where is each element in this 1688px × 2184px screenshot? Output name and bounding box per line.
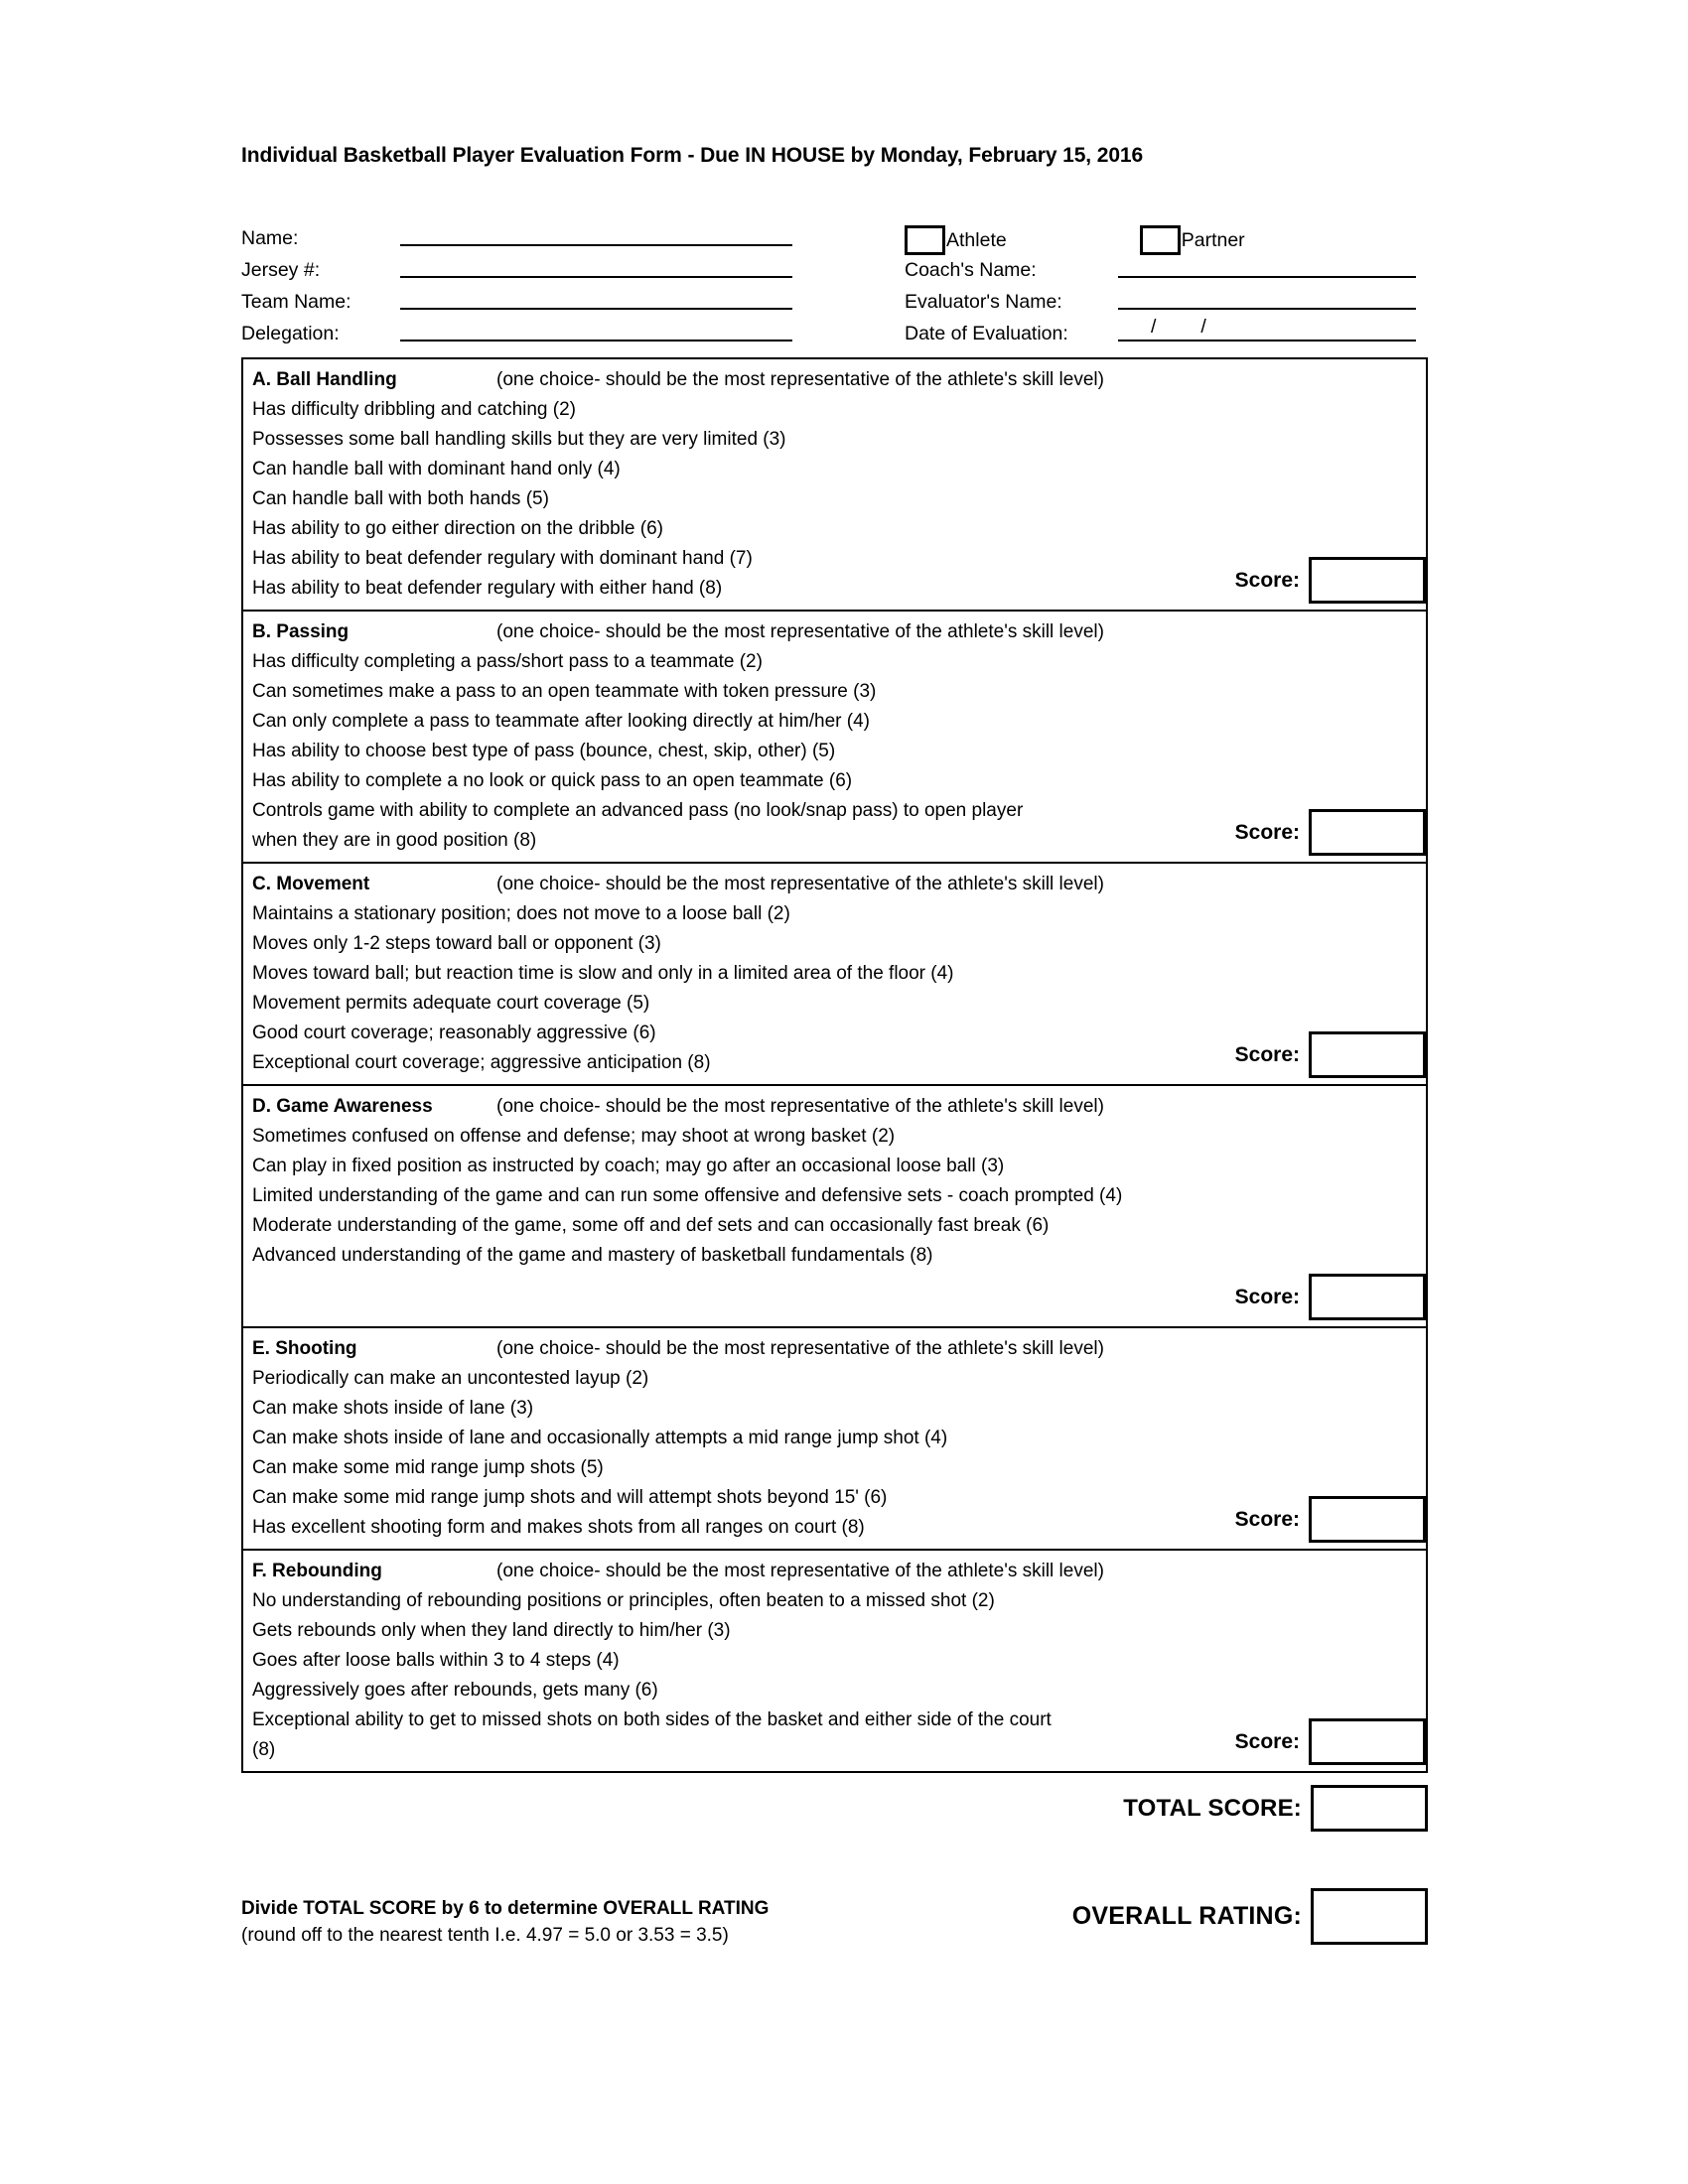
page-title: Individual Basketball Player Evaluation Form - Due IN HOUSE by Monday, February 15, 2016: [241, 144, 1144, 167]
section-a-option[interactable]: Has difficulty dribbling and catching (2): [252, 399, 576, 420]
overall-rating-box[interactable]: [1311, 1888, 1428, 1945]
section-e-option[interactable]: Can make some mid range jump shots and will attempt shots beyond 15' (6): [252, 1487, 888, 1508]
section-e-title: E. Shooting: [252, 1338, 357, 1359]
section-movement: [243, 864, 1426, 1086]
section-a-option[interactable]: Can handle ball with dominant hand only (4): [252, 459, 621, 479]
section-d-option[interactable]: Limited understanding of the game and can run some offensive and defensive sets - coach prompted (4): [252, 1185, 1123, 1206]
section-ball-handling: [243, 359, 1426, 612]
section-e-score-label: Score:: [1234, 1507, 1300, 1531]
overall-rating-label: OVERALL RATING:: [1071, 1902, 1302, 1930]
section-f-option[interactable]: Exceptional ability to get to missed shots on both sides of the basket and either side of the court (8): [252, 1709, 1052, 1760]
section-f-option[interactable]: Gets rebounds only when they land directly to him/her (3): [252, 1620, 731, 1641]
input-team-name[interactable]: [400, 308, 792, 310]
section-c-option[interactable]: Movement permits adequate court coverage (5): [252, 993, 650, 1014]
overall-rating-row: [241, 1880, 1428, 1989]
label-date-of-evaluation: Date of Evaluation:: [905, 323, 1068, 344]
section-b-option[interactable]: Has ability to complete a no look or quick pass to an open teammate (6): [252, 770, 853, 791]
section-f-title: F. Rebounding: [252, 1561, 382, 1581]
rating-instruction-line-2: (round off to the nearest tenth I.e. 4.97 = 5.0 or 3.53 = 3.5): [241, 1925, 729, 1946]
section-b-option[interactable]: Can sometimes make a pass to an open teammate with token pressure (3): [252, 681, 877, 702]
total-score-label: TOTAL SCORE:: [1123, 1794, 1302, 1822]
field-row-jersey: [241, 251, 792, 281]
section-d-option[interactable]: Moderate understanding of the game, some off and def sets and can occasionally fast break (6): [252, 1215, 1050, 1236]
section-d-option[interactable]: Can play in fixed position as instructed by coach; may go after an occasional loose ball (3): [252, 1156, 1005, 1176]
section-a-option[interactable]: Has ability to beat defender regulary with dominant hand (7): [252, 548, 753, 569]
date-separator-1: /: [1151, 316, 1157, 338]
total-score-box[interactable]: [1311, 1785, 1428, 1832]
section-b-option[interactable]: Can only complete a pass to teammate after looking directly at him/her (4): [252, 711, 871, 732]
section-c-option[interactable]: Good court coverage; reasonably aggressive (6): [252, 1023, 656, 1043]
section-d-score-box[interactable]: [1309, 1274, 1426, 1320]
section-e-note: (one choice- should be the most representative of the athlete's skill level): [496, 1338, 1104, 1359]
overall-rating-group: [1072, 1888, 1428, 1945]
section-d-option[interactable]: Sometimes confused on offense and defense; may shoot at wrong basket (2): [252, 1126, 896, 1147]
field-row-date-of-evaluation: [905, 315, 1416, 344]
section-d-note: (one choice- should be the most representative of the athlete's skill level): [496, 1096, 1104, 1117]
section-rebounding: [243, 1551, 1426, 1773]
input-date-of-evaluation[interactable]: [1118, 316, 1416, 341]
section-e-header: [252, 1334, 1426, 1364]
section-a-note: (one choice- should be the most representative of the athlete's skill level): [496, 369, 1104, 390]
section-f-score-label: Score:: [1234, 1729, 1300, 1753]
section-b-score-box[interactable]: [1309, 809, 1426, 856]
input-name[interactable]: [400, 244, 792, 246]
section-b-note: (one choice- should be the most representative of the athlete's skill level): [496, 621, 1104, 642]
section-a-option[interactable]: Possesses some ball handling skills but they are very limited (3): [252, 429, 786, 450]
field-row-team-name: [241, 283, 792, 313]
input-delegation[interactable]: [400, 340, 792, 341]
label-coach-name: Coach's Name:: [905, 259, 1037, 281]
section-a-header: [252, 365, 1426, 395]
section-passing: [243, 612, 1426, 864]
section-c-score-box[interactable]: [1309, 1031, 1426, 1078]
section-c-option[interactable]: Maintains a stationary position; does not move to a loose ball (2): [252, 903, 790, 924]
input-coach-name[interactable]: [1118, 276, 1416, 278]
section-e-option[interactable]: Periodically can make an uncontested layup (2): [252, 1368, 649, 1389]
section-b-option[interactable]: Controls game with ability to complete an advanced pass (no look/snap pass) to open player when they are in good position (8): [252, 800, 1024, 851]
total-score-row: [241, 1781, 1428, 1843]
section-c-option[interactable]: Moves only 1-2 steps toward ball or opponent (3): [252, 933, 661, 954]
section-b-title: B. Passing: [252, 621, 350, 642]
total-score-group: [1123, 1785, 1428, 1832]
rating-instruction-line-1: Divide TOTAL SCORE by 6 to determine OVERALL RATING: [241, 1898, 770, 1919]
section-d-header: [252, 1092, 1426, 1122]
label-evaluator-name: Evaluator's Name:: [905, 291, 1062, 313]
section-f-option[interactable]: Aggressively goes after rebounds, gets many (6): [252, 1680, 658, 1701]
field-row-name: [241, 219, 792, 249]
label-name: Name:: [241, 227, 299, 249]
section-a-option[interactable]: Has ability to go either direction on the dribble (6): [252, 518, 664, 539]
section-e-score-box[interactable]: [1309, 1496, 1426, 1543]
evaluation-sections: [241, 357, 1428, 1773]
section-e-option[interactable]: Can make shots inside of lane and occasionally attempts a mid range jump shot (4): [252, 1428, 948, 1448]
label-team-name: Team Name:: [241, 291, 352, 313]
label-delegation: Delegation:: [241, 323, 340, 344]
section-c-score-group: [1235, 1031, 1426, 1078]
input-evaluator-name[interactable]: [1118, 308, 1416, 310]
section-e-option[interactable]: Can make some mid range jump shots (5): [252, 1457, 604, 1478]
section-b-score-group: [1235, 809, 1426, 856]
form-sheet: [241, 144, 1428, 1989]
section-shooting: [243, 1328, 1426, 1551]
section-f-option[interactable]: Goes after loose balls within 3 to 4 steps (4): [252, 1650, 620, 1671]
section-c-option[interactable]: Moves toward ball; but reaction time is slow and only in a limited area of the floor (4): [252, 963, 954, 984]
section-f-score-box[interactable]: [1309, 1718, 1426, 1765]
section-b-option[interactable]: Has difficulty completing a pass/short pass to a teammate (2): [252, 651, 763, 672]
section-e-option[interactable]: Can make shots inside of lane (3): [252, 1398, 534, 1419]
section-b-score-label: Score:: [1234, 820, 1300, 844]
section-a-score-label: Score:: [1234, 568, 1300, 592]
section-b-option[interactable]: Has ability to choose best type of pass (bounce, chest, skip, other) (5): [252, 741, 836, 761]
section-e-score-group: [1235, 1496, 1426, 1543]
section-a-score-box[interactable]: [1309, 557, 1426, 604]
section-f-option[interactable]: No understanding of rebounding positions or principles, often beaten to a missed shot (2): [252, 1590, 995, 1611]
date-separator-2: /: [1200, 316, 1206, 338]
field-row-coach-name: [905, 251, 1416, 281]
rating-instructions: [241, 1896, 769, 1950]
section-c-title: C. Movement: [252, 874, 370, 894]
section-e-option[interactable]: Has excellent shooting form and makes shots from all ranges on court (8): [252, 1517, 865, 1538]
section-c-score-label: Score:: [1234, 1042, 1300, 1066]
section-f-note: (one choice- should be the most representative of the athlete's skill level): [496, 1561, 1104, 1581]
input-jersey-number[interactable]: [400, 276, 792, 278]
section-a-title: A. Ball Handling: [252, 369, 397, 390]
checkbox-partner-label: Partner: [1181, 229, 1245, 251]
checkbox-athlete-label: Athlete: [946, 229, 1007, 251]
section-a-score-group: [1235, 557, 1426, 604]
section-d-option[interactable]: Advanced understanding of the game and mastery of basketball fundamentals (8): [252, 1245, 933, 1266]
field-row-delegation: [241, 315, 792, 344]
section-b-header: [252, 617, 1426, 647]
section-a-option[interactable]: Has ability to beat defender regulary with either hand (8): [252, 578, 723, 599]
section-d-title: D. Game Awareness: [252, 1096, 433, 1117]
header-identity-block: [241, 211, 1428, 344]
field-row-evaluator-name: [905, 283, 1416, 313]
section-c-option[interactable]: Exceptional court coverage; aggressive anticipation (8): [252, 1052, 711, 1073]
label-jersey-number: Jersey #:: [241, 259, 321, 281]
section-c-note: (one choice- should be the most representative of the athlete's skill level): [496, 874, 1104, 894]
section-d-score-group: [1235, 1274, 1426, 1320]
section-game-awareness: [243, 1086, 1426, 1328]
section-d-score-label: Score:: [1234, 1285, 1300, 1308]
section-f-score-group: [1235, 1718, 1426, 1765]
section-c-header: [252, 870, 1426, 899]
section-f-header: [252, 1557, 1426, 1586]
section-a-option[interactable]: Can handle ball with both hands (5): [252, 488, 549, 509]
